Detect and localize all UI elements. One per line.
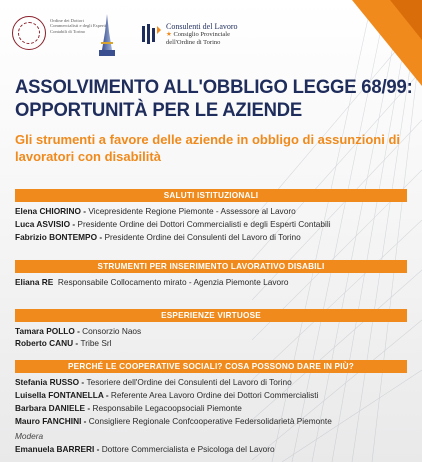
speaker-role: Consigliere Regionale Confcooperative Federsolidarietà Piemonte: [88, 416, 332, 426]
speaker-row: [15, 326, 415, 337]
speaker-row: [15, 277, 415, 288]
section-heading-cooperative: PERCHÉ LE COOPERATIVE SOCIALI? COSA POSSONO DARE IN PIÙ?: [15, 360, 407, 373]
speaker-name: Elena CHIORINO: [15, 206, 81, 216]
speaker-row: [15, 416, 415, 427]
corner-accent-dark: [390, 0, 422, 40]
speaker-row: [15, 232, 415, 243]
seal-icon: [12, 16, 46, 50]
separator: -: [81, 416, 89, 426]
speaker-name: Tamara POLLO: [15, 326, 75, 336]
speaker-row: [15, 219, 415, 230]
separator: -: [80, 206, 89, 216]
title-line-1: ASSOLVIMENTO ALL'OBBLIGO LEGGE 68/99:: [15, 74, 413, 97]
speaker-role: Presidente Ordine dei Dottori Commercialisti e degli Esperti Contabili: [77, 219, 331, 229]
separator: -: [73, 338, 81, 348]
speaker-row: [15, 338, 415, 349]
section-heading-saluti: SALUTI ISTITUZIONALI: [15, 189, 407, 202]
speaker-role: Referente Area Lavoro Ordine dei Dottori Commercialisti: [110, 390, 319, 400]
speaker-role: Responsabile Legacoopsociali Piemonte: [92, 403, 242, 413]
speaker-name: Mauro FANCHINI: [15, 416, 82, 426]
speaker-role: Presidente Ordine dei Consulenti del Lavoro di Torino: [104, 232, 301, 242]
mole-antonelliana-icon: [92, 12, 122, 60]
speaker-name: Luisella FONTANELLA: [15, 390, 104, 400]
moderator-name: Emanuela BARRERI: [15, 444, 95, 454]
subtitle-line-2: lavoratori con disabilità: [15, 149, 161, 164]
speaker-role: Vicepresidente Regione Piemonte - Assessore al Lavoro: [88, 206, 296, 216]
section-heading-strumenti: STRUMENTI PER INSERIMENTO LAVORATIVO DISABILI: [15, 260, 407, 273]
page-subtitle: [15, 131, 405, 165]
speaker-name: Luca ASVISIO: [15, 219, 71, 229]
speaker-name: Stefania RUSSO: [15, 377, 80, 387]
speaker-name: Barbara DANIELE: [15, 403, 86, 413]
page-title: [15, 75, 415, 121]
cdl-mark-icon: [140, 22, 162, 46]
cdl-logo-subtitle: ★ Consiglio Provinciale dell'Ordine di Torino: [166, 31, 230, 46]
title-line-2: OPPORTUNITÀ PER LE AZIENDE: [15, 98, 303, 121]
cdl-logo-title: Consulenti del Lavoro: [166, 22, 238, 31]
separator: -: [70, 219, 78, 229]
speaker-row: [15, 390, 415, 401]
separator: -: [85, 403, 93, 413]
section-heading-esperienze: ESPERIENZE VIRTUOSE: [15, 309, 407, 322]
speaker-row: [15, 206, 415, 217]
separator: -: [74, 326, 83, 336]
speaker-role: Tribe Srl: [80, 338, 112, 348]
moderator-label: Modera: [15, 431, 44, 441]
speaker-row: [15, 403, 415, 414]
speaker-role: Responsabile Collocamento mirato - Agenzia Piemonte Lavoro: [57, 277, 289, 287]
speaker-name: Fabrizio BONTEMPO: [15, 232, 98, 242]
odcec-logo: [12, 14, 107, 58]
speaker-role: Tesoriere dell'Ordine dei Consulenti del Lavoro di Torino: [86, 377, 292, 387]
consulenti-lavoro-logo: [140, 18, 280, 54]
separator: -: [97, 232, 105, 242]
moderator-role: Dottore Commercialista e Psicologa del Lavoro: [101, 444, 275, 454]
moderator-row: [15, 444, 415, 455]
separator: -: [103, 390, 111, 400]
speaker-row: [15, 377, 415, 388]
separator: -: [94, 444, 102, 454]
subtitle-line-1: Gli strumenti a favore delle aziende in obbligo di assunzioni di: [15, 132, 401, 147]
speaker-name: Roberto CANU: [15, 338, 74, 348]
speaker-name: Eliana RE: [15, 277, 54, 287]
odcec-logo-text: Ordine dei Dottori Commercialisti e degli Esperti Contabili di Torino: [50, 18, 107, 34]
speaker-role: Consorzio Naos: [82, 326, 142, 336]
separator: -: [79, 377, 87, 387]
